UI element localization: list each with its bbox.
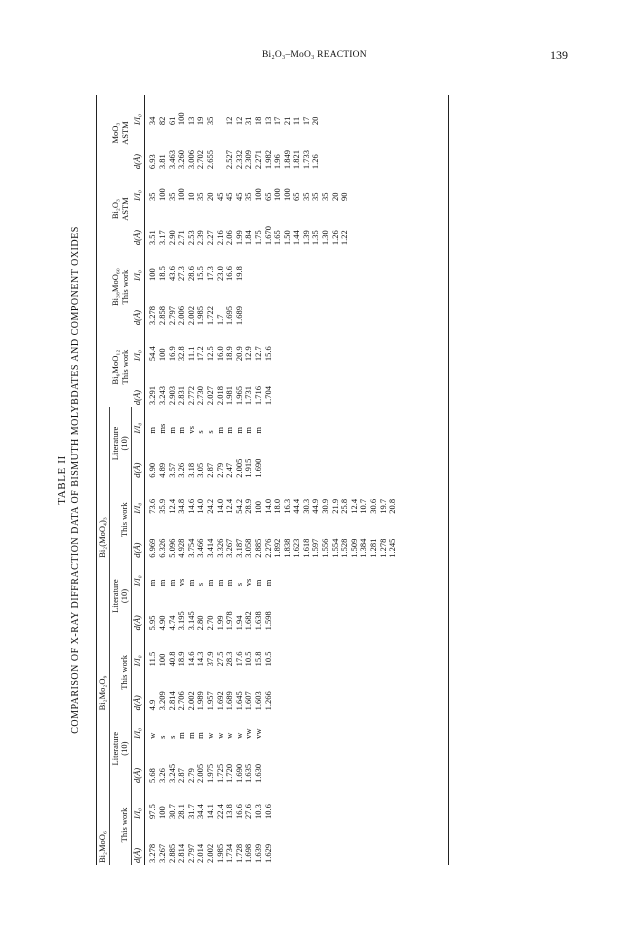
lit-ref: (10) bbox=[119, 741, 130, 756]
col-i: I/I₀ bbox=[131, 785, 145, 821]
header-moo3 bbox=[97, 95, 132, 171]
lit-label: Literature bbox=[109, 731, 120, 766]
bi2mo2o9-lit-i: m m m vs m s m m m s vs m m bbox=[147, 578, 273, 587]
rotated-table bbox=[56, 95, 556, 865]
col-d: d(Å) bbox=[131, 516, 145, 560]
col-i: I/I₀ bbox=[131, 407, 145, 436]
moo3-d: 6.93 3.81 3.463 3.260 3.006 2.702 2.655 2.527 2.332 2.309 2.271 1.982 1.96 1.849 1.821 1.733 1.26 bbox=[147, 150, 321, 170]
bi2moo6-this-i: 97.5 100 30.7 28.1 31.7 34.4 14.1 22.4 13.8 16.6 27.6 10.3 10.6 bbox=[147, 804, 273, 819]
bi2mo2o9-lit-d: 5.95 4.90 4.74 3.195 3.145 2.80 2.70 1.99 1.978 1.94 1.682 1.638 1.598 bbox=[147, 611, 273, 631]
col-i: I/I₀ bbox=[131, 327, 145, 363]
bi6moo12-i: 54.4 100 16.9 32.8 11.1 17.2 12.5 16.0 18.9 20.9 12.9 12.7 15.6 bbox=[147, 346, 273, 362]
col-i: I/I₀ bbox=[131, 171, 145, 203]
table-label: TABLE II bbox=[56, 455, 68, 505]
bi2o3-formula: Bi₂O₃ bbox=[110, 199, 121, 220]
col-d: d(Å) bbox=[131, 283, 145, 327]
col-d: d(Å) bbox=[131, 741, 145, 785]
bi2moo4-3-lit-d: 6.90 4.89 3.57 3.26 3.18 3.05 2.87 2.79 2.47 2.005 1.915 1.690 bbox=[147, 458, 263, 478]
page-number: 139 bbox=[550, 48, 568, 62]
col-d: d(Å) bbox=[131, 436, 145, 480]
bi38moo60-d: 3.278 2.858 2.797 2.006 2.002 1.985 1.722 1.7 1.695 1.689 bbox=[147, 305, 244, 326]
col-i: I/I₀ bbox=[131, 560, 145, 589]
col-d: d(Å) bbox=[131, 363, 145, 407]
header-bi38moo60 bbox=[97, 247, 132, 327]
bi2moo4-3-this-d: 6.969 6.326 5.096 4.928 3.754 3.466 3.414 3.326 3.267 3.187 3.058 2.885 2.276 1.892 1.838 1.623 1.618 1.597 1.556 1.554 1.528 1.509 1.384 1.281 1.278 1.245 bbox=[147, 538, 398, 558]
moo3-source: ASTM bbox=[119, 121, 130, 145]
col-i: I/I₀ bbox=[131, 247, 145, 283]
col-d: d(Å) bbox=[131, 821, 145, 865]
bi2moo6-this-work: This work bbox=[109, 785, 131, 865]
header-bi2o3 bbox=[97, 171, 132, 247]
compound-header-row bbox=[97, 95, 110, 865]
bi2mo2o9-this-i: 11.5 100 40.8 18.9 14.6 14.3 37.9 27.5 28.3 17.6 10.5 15.8 10.5 bbox=[147, 651, 273, 667]
running-head: Bi₂O₃–MoO₃ REACTION bbox=[262, 50, 367, 60]
header-bi2moo4-3: Bi₂(MoO₄)₃ bbox=[97, 407, 110, 560]
bi6moo12-formula: Bi₆MoO₁₂ bbox=[110, 349, 121, 385]
lit-label: Literature bbox=[109, 426, 120, 461]
table-bottom-rule bbox=[448, 95, 449, 865]
lit-label: Literature bbox=[109, 579, 120, 613]
header-bi2mo2o9: Bi₂Mo₂O₉ bbox=[97, 560, 110, 713]
lit-ref: (10) bbox=[119, 436, 130, 451]
header-bi2moo6: Bi₂MoO₆ bbox=[97, 712, 110, 865]
lit-ref: (10) bbox=[119, 588, 130, 604]
table-caption: COMPARISON OF X-RAY DIFFRACTION DATA OF BISMUTH MOLYBDATES AND COMPONENT OXIDES bbox=[70, 226, 81, 734]
bi2moo4-3-literature bbox=[109, 407, 131, 480]
bi2mo2o9-literature bbox=[109, 560, 131, 633]
xrd-comparison-table bbox=[96, 95, 398, 865]
bi2moo4-3-this-i: 73.6 35.9 12.4 34.8 14.6 14.0 24.2 14.0 12.4 54.2 28.9 100 14.0 18.0 16.3 44.4 30.3 44.9 30.9 21.9 25.8 12.4 10.7 30.6 19.7 20.8 bbox=[147, 498, 398, 514]
bi2o3-i: 35 100 35 100 10 35 20 45 45 45 35 100 65 100 100 65 35 35 35 20 90 bbox=[147, 188, 350, 202]
data-row bbox=[145, 95, 398, 865]
bi2moo6-literature bbox=[109, 712, 131, 785]
header-bi6moo12 bbox=[97, 327, 132, 407]
column-header-row bbox=[131, 95, 145, 865]
bi6moo12-source: This work bbox=[119, 349, 130, 385]
page-header bbox=[0, 50, 623, 68]
bi2o3-d: 3.51 3.17 2.90 2.71 2.53 2.39 2.27 2.16 2.06 1.99 1.84 1.75 1.670 1.65 1.50 1.44 1.39 1.35 1.30 1.26 1.22 bbox=[147, 225, 350, 246]
col-d: d(Å) bbox=[131, 127, 145, 171]
bi2moo4-3-this-work: This work bbox=[109, 480, 131, 560]
bi2mo2o9-this-work: This work bbox=[109, 632, 131, 712]
col-i: I/I₀ bbox=[131, 95, 145, 127]
col-d: d(Å) bbox=[131, 668, 145, 712]
col-d: d(Å) bbox=[131, 588, 145, 632]
col-i: I/I₀ bbox=[131, 632, 145, 668]
moo3-formula: MoO₃ bbox=[110, 122, 121, 144]
bi6moo12-d: 3.291 3.243 2.903 2.831 2.772 2.730 2.027 2.018 1.981 1.965 1.731 1.716 1.704 bbox=[147, 386, 273, 406]
bi2moo6-lit-i: w s s m m m w w w w vw vw bbox=[147, 728, 263, 739]
bi38moo60-formula: Bi₃₈MoO₆₀ bbox=[110, 268, 121, 307]
bi38moo60-i: 100 18.5 43.6 27.3 28.6 15.5 17.3 23.0 16.6 19.8 bbox=[147, 266, 244, 282]
col-i: I/I₀ bbox=[131, 712, 145, 741]
rotated-table-area bbox=[56, 95, 556, 865]
col-d: d(Å) bbox=[131, 203, 145, 247]
bi2moo4-3-lit-i: m ms m m vs s s m m m m m bbox=[147, 423, 263, 434]
bi2o3-source: ASTM bbox=[119, 197, 130, 221]
bi2mo2o9-this-d: 4.9 3.209 2.814 2.706 2.002 1.989 1.957 1.692 1.689 1.645 1.607 1.603 1.266 bbox=[147, 691, 273, 711]
bi2moo6-lit-d: 5.68 3.26 3.245 2.87 2.79 2.005 1.975 1.725 1.720 1.690 1.635 1.630 bbox=[147, 763, 263, 783]
bi2moo6-this-d: 3.278 3.267 2.885 2.814 2.797 2.014 2.002 1.985 1.734 1.728 1.698 1.639 1.629 bbox=[147, 843, 273, 863]
moo3-i: 34 82 61 100 13 19 35 12 12 31 18 13 17 21 11 17 20 bbox=[147, 112, 321, 126]
bi38moo60-source: This work bbox=[119, 269, 130, 305]
col-i: I/I₀ bbox=[131, 480, 145, 516]
